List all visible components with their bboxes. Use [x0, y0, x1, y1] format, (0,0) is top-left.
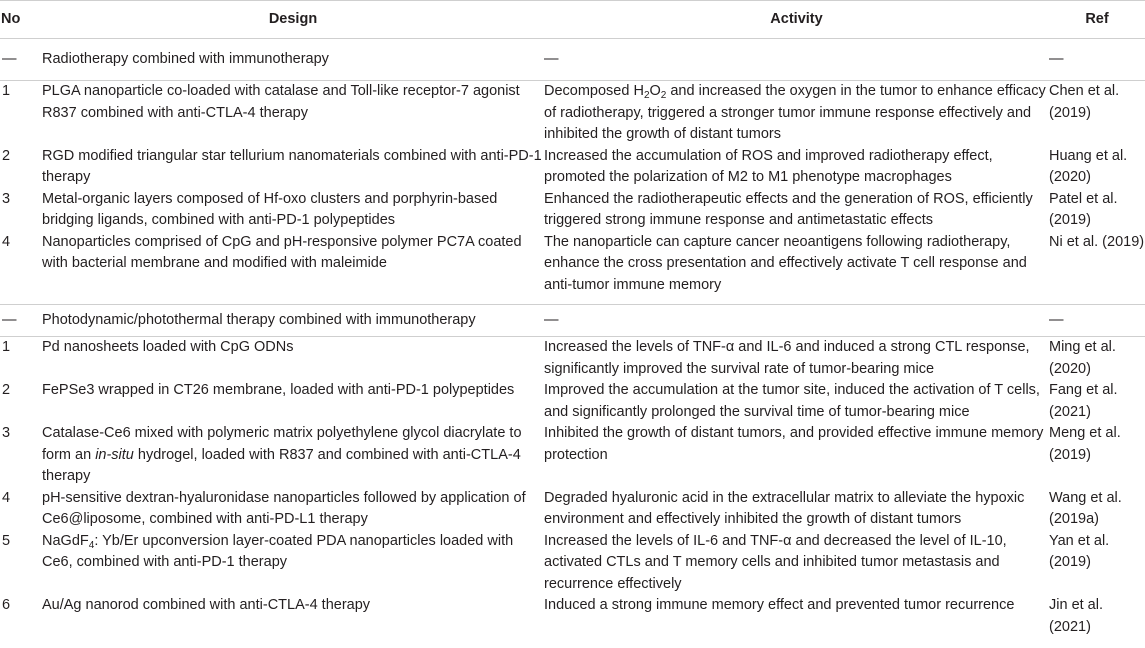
row-ref: Patel et al. (2019): [1049, 190, 1118, 228]
section-title: Photodynamic/photothermal therapy combined with immunotherapy: [42, 305, 544, 337]
row-activity: Increased the accumulation of ROS and improved radiotherapy effect, promoted the polarization of M2 to M1 phenotype macrophages: [544, 147, 993, 185]
row-no: 3: [2, 190, 11, 207]
row-design: [42, 423, 544, 488]
subscript: 4: [88, 539, 95, 551]
activity-text: O: [649, 83, 661, 99]
row-design: [42, 531, 544, 596]
row-no: 5: [2, 532, 11, 549]
row-no: 4: [2, 233, 11, 250]
row-design: PLGA nanoparticle co-loaded with catalase and Toll-like receptor-7 agonist R837 combined with anti-CTLA-4 therapy: [42, 83, 520, 121]
row-ref: Fang et al. (2021): [1049, 382, 1118, 420]
row-activity: Improved the accumulation at the tumor site, induced the activation of T cells, and significantly prolonged the survival time of tumor-bearing mice: [544, 382, 1040, 420]
table-row: [0, 81, 1145, 146]
design-text: Catalase-Ce6 mixed with polymeric matrix polyethylene glycol diacrylate to form an: [42, 425, 522, 463]
row-ref: Yan et al. (2019): [1049, 532, 1110, 570]
row-activity: Increased the levels of TNF-α and IL-6 and induced a strong CTL response, significantly improved the survival rate of tumor-bearing mice: [544, 339, 1030, 377]
table-row: [0, 146, 1145, 189]
row-no: 1: [2, 83, 11, 99]
row-activity: Degraded hyaluronic acid in the extracellular matrix to alleviate the hypoxic environment and effectively inhibited the growth of distant tumors: [544, 489, 1025, 527]
row-ref: Ni et al. (2019): [1049, 233, 1145, 250]
row-design: Pd nanosheets loaded with CpG ODNs: [42, 339, 294, 355]
header-ref: Ref: [1049, 1, 1145, 39]
row-no: 6: [2, 597, 11, 613]
row-no: 2: [2, 147, 11, 164]
section-photodynamic: [0, 305, 1145, 639]
section-no: —: [0, 39, 42, 81]
row-activity: Enhanced the radiotherapeutic effects and the generation of ROS, efficiently triggered strong immune response and antimetastatic effects: [544, 190, 1033, 228]
row-no: 4: [2, 489, 11, 506]
table-row: [0, 337, 1145, 381]
activity-text: Decomposed H: [544, 83, 644, 99]
header-design: Design: [42, 1, 544, 39]
table-row: [0, 189, 1145, 232]
section-activity: —: [544, 39, 1049, 81]
row-design: Metal-organic layers composed of Hf-oxo clusters and porphyrin-based bridging ligands, combined with anti-PD-1 polypeptides: [42, 190, 498, 228]
section-activity: —: [544, 305, 1049, 337]
row-activity: Inhibited the growth of distant tumors, and provided effective immune memory protection: [544, 425, 1044, 463]
table-row: [0, 380, 1145, 423]
row-design: pH-sensitive dextran-hyaluronidase nanoparticles followed by application of Ce6@liposome, combined with anti-PD-L1 therapy: [42, 489, 526, 527]
row-activity: [544, 81, 1049, 146]
section-ref: —: [1049, 39, 1145, 81]
row-no: 2: [2, 382, 11, 398]
section-header-row: [0, 305, 1145, 337]
table-row: [0, 531, 1145, 596]
row-ref: Huang et al. (2020): [1049, 147, 1128, 185]
row-no: 3: [2, 425, 11, 441]
table-row: [0, 232, 1145, 305]
design-text: hydrogel, loaded with R837 and combined with anti-CTLA-4 therapy: [42, 446, 521, 484]
row-ref: Chen et al. (2019): [1049, 83, 1120, 121]
table-row: [0, 488, 1145, 531]
subscript: 2: [643, 90, 650, 101]
table-row: [0, 595, 1145, 638]
activity-text: and increased the oxygen in the tumor to enhance efficacy of radiotherapy, triggered a stronger tumor immune response effectively and inhibited the growth of distant tumors: [544, 83, 1046, 142]
row-design: Au/Ag nanorod combined with anti-CTLA-4 therapy: [42, 597, 371, 613]
section-ref: —: [1049, 305, 1145, 337]
header-no: No: [0, 1, 42, 39]
row-activity: Induced a strong immune memory effect and prevented tumor recurrence: [544, 597, 1015, 613]
design-text: NaGdF: [42, 532, 89, 549]
section-radiotherapy: [0, 39, 1145, 305]
row-activity: The nanoparticle can capture cancer neoantigens following radiotherapy, enhance the cross presentation and effectively activate T cell response and anti-tumor immune memory: [544, 233, 1027, 293]
design-text: : Yb/Er upconversion layer-coated PDA nanoparticles loaded with Ce6, combined with anti-PD-1 therapy: [42, 532, 514, 570]
row-design: RGD modified triangular star tellurium nanomaterials combined with anti-PD-1 therapy: [42, 147, 542, 185]
design-italic-text: in-situ: [95, 446, 134, 463]
row-ref: Jin et al. (2021): [1049, 597, 1103, 635]
section-header-row: [0, 39, 1145, 81]
row-design: Nanoparticles comprised of CpG and pH-responsive polymer PC7A coated with bacterial membrane and modified with maleimide: [42, 233, 522, 271]
section-title: Radiotherapy combined with immunotherapy: [42, 39, 544, 81]
row-ref: Wang et al. (2019a): [1049, 489, 1122, 527]
row-ref: Meng et al. (2019): [1049, 425, 1121, 463]
section-no: —: [0, 305, 42, 337]
table-row: [0, 423, 1145, 488]
row-ref: Ming et al. (2020): [1049, 339, 1116, 377]
subscript: 2: [660, 90, 667, 101]
row-design: FePSe3 wrapped in CT26 membrane, loaded with anti-PD-1 polypeptides: [42, 382, 515, 398]
header-row: [0, 1, 1145, 39]
header-activity: Activity: [544, 1, 1049, 39]
row-no: 1: [2, 339, 11, 355]
row-activity: Increased the levels of IL-6 and TNF-α and decreased the level of IL-10, activated CTLs and T memory cells and inhibited tumor metastasis and recurrence effectively: [544, 532, 1007, 592]
